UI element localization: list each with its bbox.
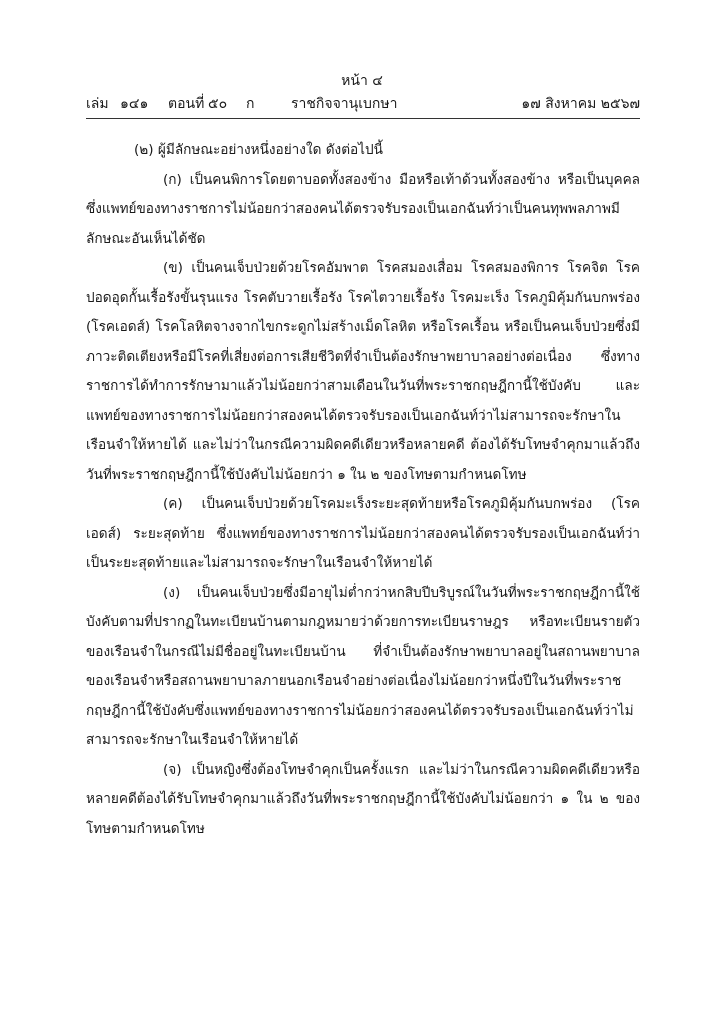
volume-label: เล่ม: [86, 96, 109, 112]
item-cho: (จ) เป็นหญิงซึ่งต้องโทษจำคุกเป็นครั้งแรก และไม่ว่าในกรณีความผิดคดีเดียวหรือหลายคดีต้องได้รับโทษจำคุกมาแล้วถึงวันที่พระราชกฤษฎีกานี้ใช้บังคับไม่น้อยกว่า ๑ ใน ๒ ของโทษตามกำหนดโทษ: [86, 761, 640, 837]
section-letter: ก: [246, 96, 255, 112]
part-label: ตอนที่: [168, 96, 205, 112]
item-kho: (ข) เป็นคนเจ็บป่วยด้วยโรคอัมพาต โรคสมองเสื่อม โรคสมองพิการ โรคจิต โรคปอดอุดกั้นเรื้อรังขั้นรุนแรง โรคตับวายเรื้อรัง โรคไตวายเรื้อรัง โรคมะเร็ง โรคภูมิคุ้มกันบกพร่อง (โรคเอดส์) โรคโลหิตจางจากไขกระดูกไม่สร้างเม็ดโลหิต หรือโรคเรื้อน หรือเป็นคนเจ็บป่วยซึ่งมีภาวะติดเตียงหรือมีโรคที่เสี่ยงต่อการเสียชีวิตที่จำเป็นต้องรักษาพยาบาลอย่างต่อเนื่อง ซึ่งทางราชการได้ทำการรักษามาแล้วไม่น้อยกว่าสามเดือนในวันที่พระราชกฤษฎีกานี้ใช้บังคับ และแพทย์ของทางราชการไม่น้อยกว่าสองคนได้ตรวจรับรองเป็นเอกฉันท์ว่าไม่สามารถจะรักษาในเรือนจำให้หายได้ และไม่ว่าในกรณีความผิดคดีเดียวหรือหลายคดี ต้องได้รับโทษจำคุกมาแล้วถึงวันที่พระราชกฤษฎีกานี้ใช้บังคับไม่น้อยกว่า ๑ ใน ๒ ของโทษตามกำหนดโทษ: [86, 260, 640, 483]
issue-date: ๑๗ สิงหาคม ๒๕๖๗: [521, 96, 640, 112]
part-number: ๕๐: [208, 96, 228, 112]
header-divider: [86, 118, 640, 119]
gazette-header: [86, 94, 640, 114]
item-ko: (ก) เป็นคนพิการโดยตาบอดทั้งสองข้าง มือหรือเท้าด้วนทั้งสองข้าง หรือเป็นบุคคลซึ่งแพทย์ของทางราชการไม่น้อยกว่าสองคนได้ตรวจรับรองเป็นเอกฉันท์ว่าเป็นคนทุพพลภาพมีลักษณะอันเห็นได้ชัด: [86, 171, 640, 247]
volume-number: ๑๔๑: [120, 96, 149, 112]
item-ngo: (ง) เป็นคนเจ็บป่วยซึ่งมีอายุไม่ต่ำกว่าหกสิบปีบริบูรณ์ในวันที่พระราชกฤษฎีกานี้ใช้บังคับตามที่ปรากฏในทะเบียนบ้านตามกฎหมายว่าด้วยการทะเบียนราษฎร หรือทะเบียนรายตัวของเรือนจำในกรณีไม่มีชื่ออยู่ในทะเบียนบ้าน ที่จำเป็นต้องรักษาพยาบาลอยู่ในสถานพยาบาลของเรือนจำหรือสถานพยาบาลภายนอกเรือนจำอย่างต่อเนื่องไม่น้อยกว่าหนึ่งปีในวันที่พระราชกฤษฎีกานี้ใช้บังคับซึ่งแพทย์ของทางราชการไม่น้อยกว่าสองคนได้ตรวจรับรองเป็นเอกฉันท์ว่าไม่สามารถจะรักษาในเรือนจำให้หายได้: [86, 584, 640, 748]
item-kho-khwai: (ค) เป็นคนเจ็บป่วยด้วยโรคมะเร็งระยะสุดท้ายหรือโรคภูมิคุ้มกันบกพร่อง (โรคเอดส์) ระยะสุดท้าย ซึ่งแพทย์ของทางราชการไม่น้อยกว่าสองคนได้ตรวจรับรองเป็นเอกฉันท์ว่าเป็นระยะสุดท้ายและไม่สามารถจะรักษาในเรือนจำให้หายได้: [86, 496, 640, 571]
gazette-title: ราชกิจจานุเบกษา: [291, 96, 398, 112]
page-number: หน้า ๔: [341, 73, 383, 89]
clause-heading: (๒) ผู้มีลักษณะอย่างหนึ่งอย่างใด ดังต่อไปนี้: [134, 142, 383, 158]
document-body: [86, 136, 640, 844]
